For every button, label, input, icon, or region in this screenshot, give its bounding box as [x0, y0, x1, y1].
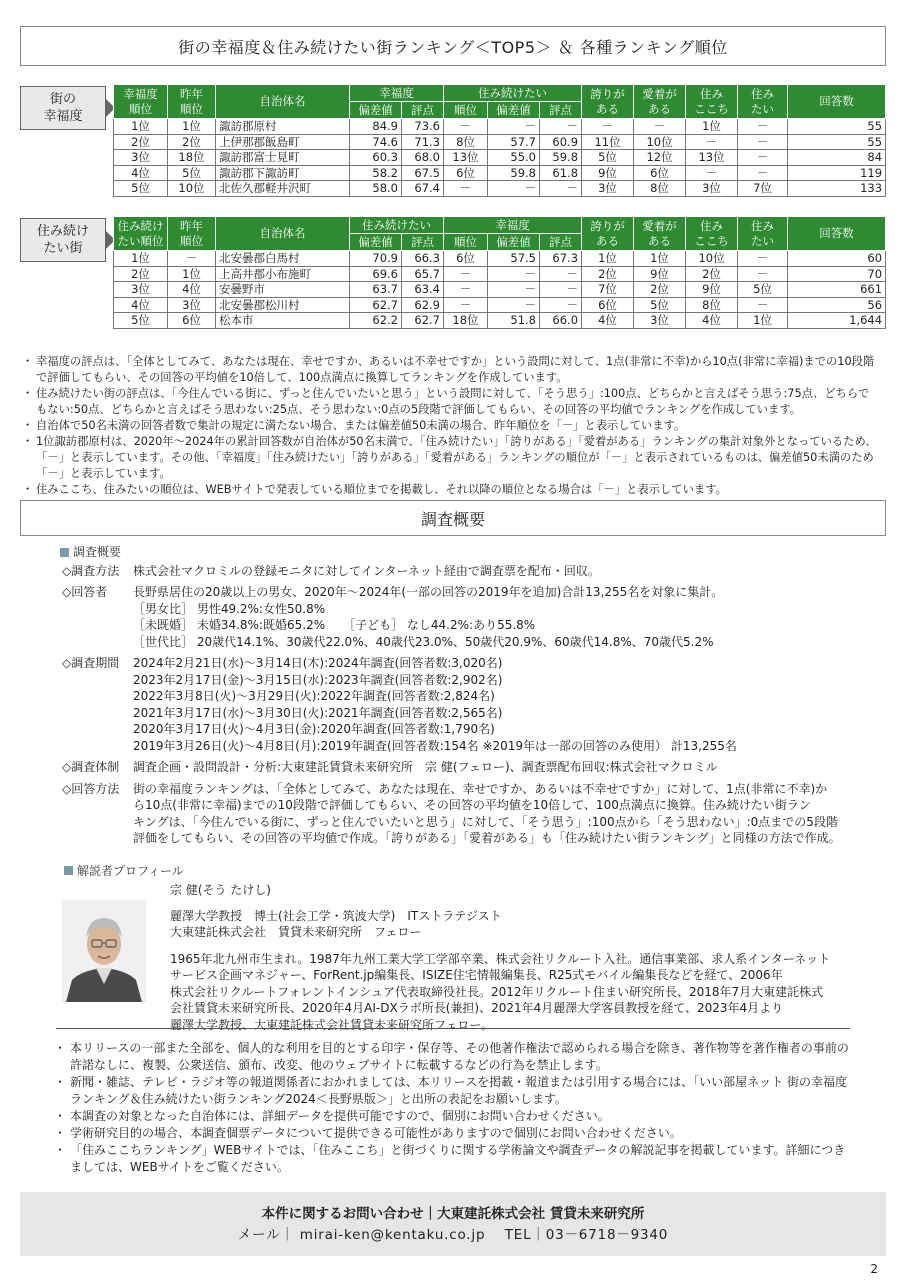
survey-answer-line: キングは、「今住んでいる街に、ずっと住んでいたいと思う」に対して、「そう思う」:100点から「そう思わない」:0点までの5段階 [133, 814, 838, 829]
profile-name: 宗 健(そう たけし) [170, 883, 271, 897]
table-cell: － [444, 266, 488, 282]
portrait-photo [62, 900, 146, 1002]
table-cell: 51.8 [488, 313, 540, 329]
table-cell: － [488, 297, 540, 313]
table-cell: 62.7 [350, 297, 402, 313]
table-cell: 6位 [444, 165, 488, 181]
table-row [114, 181, 886, 197]
table-cell: － [738, 119, 788, 135]
col-group-stay: 住み続けたい [444, 85, 582, 102]
table-cell: 18位 [444, 313, 488, 329]
survey-period-line: 2019年3月26日(火)～4月8日(月):2019年調査(回答者数:154名 ※2019年は一部の回答のみ使用） 計13,255名 [133, 738, 737, 753]
col-livability: 住み ここち [686, 85, 738, 119]
table-cell: － [488, 266, 540, 282]
table-cell: 66.3 [402, 251, 444, 267]
table-cell: 70.9 [350, 251, 402, 267]
table1-side-label: 街の 幸福度 [20, 86, 106, 130]
table-cell: 62.9 [402, 297, 444, 313]
page-title: 街の幸福度＆住み続けたい街ランキング＜TOP5＞ ＆ 各種ランキング順位 [20, 26, 886, 66]
table-cell: － [488, 119, 540, 135]
col-municipality: 自治体名 [216, 85, 350, 119]
table-cell: 6位 [582, 297, 634, 313]
table2-side-label: 住み続け たい街 [20, 218, 106, 262]
survey-period-line: 2024年2月21日(水)～3月14日(木):2024年調査(回答者数:3,020名) [133, 656, 503, 670]
stay-ranking-table [113, 216, 886, 329]
table-cell: － [488, 282, 540, 298]
table-cell: 1位 [168, 119, 216, 135]
profile-title: 麗澤大学教授 博士(社会工学・筑波大学) ITストラテジスト [170, 908, 502, 923]
col-pride: 誇りが ある [582, 217, 634, 251]
table-cell: － [738, 297, 788, 313]
table-cell: 57.5 [488, 251, 540, 267]
table-cell: 63.7 [350, 282, 402, 298]
table-cell: － [444, 297, 488, 313]
table-cell: 55 [788, 119, 886, 135]
survey-period-key: ◇調査期間 [62, 656, 120, 670]
table-cell: － [168, 251, 216, 267]
table-cell: 119 [788, 165, 886, 181]
profile-bio-line: 会社賃貸未来研究所長、2020年4月AI-DXラボ所長(兼担)、2021年4月麗澤大学客員教授を経て、2023年4月より [170, 1001, 784, 1015]
table-cell: 7位 [582, 282, 634, 298]
survey-answer-key: ◇回答方法 [62, 781, 120, 796]
col-deviation: 偏差値 [350, 102, 402, 119]
table-cell: 57.7 [488, 134, 540, 150]
table-cell: 61.8 [540, 165, 582, 181]
table-cell: 69.6 [350, 266, 402, 282]
table-cell: 55.0 [488, 150, 540, 166]
page-number: 2 [870, 1262, 878, 1276]
survey-period-line: 2020年3月17日(火)～4月3日(金):2020年調査(回答者数:1,790名) [133, 722, 495, 736]
table-cell: 4位 [168, 282, 216, 298]
table-cell: 4位 [582, 313, 634, 329]
survey-method-value: 株式会社マクロミルの登録モニタに対してインターネット経由で調査票を配布・回収。 [133, 563, 600, 578]
municipality-cell: 北安曇郡松川村 [216, 297, 350, 313]
survey-respondents-line: ［世代比］ 20歳代14.1%、30歳代22.0%、40歳代23.0%、50歳代20.9%、60歳代14.8%、70歳代5.2% [133, 634, 714, 649]
table-row [114, 134, 886, 150]
table-cell: 5位 [634, 297, 686, 313]
survey-method-row [62, 563, 882, 580]
profile-bio [170, 951, 880, 1034]
survey-head-text: 調査概要 [73, 545, 122, 559]
table-cell: 1位 [114, 119, 168, 135]
table-cell: 6位 [634, 165, 686, 181]
col-livability: 住み ここち [686, 217, 738, 251]
survey-period-row [62, 655, 882, 754]
municipality-cell: 諏訪郡下諏訪町 [216, 165, 350, 181]
table-cell: 8位 [686, 297, 738, 313]
municipality-cell: 北佐久郡軽井沢町 [216, 181, 350, 197]
table-cell: 4位 [114, 297, 168, 313]
municipality-cell: 諏訪郡原村 [216, 119, 350, 135]
survey-method-key: ◇調査方法 [62, 563, 120, 578]
table-row [114, 266, 886, 282]
table-cell: 1位 [738, 313, 788, 329]
table-cell: 55 [788, 134, 886, 150]
table-cell: 3位 [114, 282, 168, 298]
table-cell: 3位 [634, 313, 686, 329]
happiness-ranking-table [113, 84, 886, 197]
table-cell: － [488, 181, 540, 197]
release-note-item: ・ 新聞・雑誌、テレビ・ラジオ等の報道関係者におかれましては、本リリースを掲載・報道または引用する場合には、「いい部屋ネット 街の幸福度ランキング＆住み続けたい街ランキング2024＜長野県版＞」と出所の表記をお願いします。 [56, 1074, 856, 1108]
table-cell: 2位 [634, 282, 686, 298]
col-deviation: 偏差値 [488, 102, 540, 119]
col-rank-sub: 順位 [444, 234, 488, 251]
col-score: 評点 [402, 234, 444, 251]
table-cell: 13位 [444, 150, 488, 166]
municipality-cell: 上伊那郡飯島町 [216, 134, 350, 150]
municipality-cell: 上高井郡小布施町 [216, 266, 350, 282]
survey-respondents-key: ◇回答者 [62, 585, 108, 599]
table-cell: 4位 [114, 165, 168, 181]
note-item: ・ 住みここち、住みたいの順位は、WEBサイトで発表している順位までを掲載し、それ以降の順位となる場合は「－」と表示しています。 [24, 482, 880, 498]
table-cell: 62.7 [402, 313, 444, 329]
table-cell: 67.5 [402, 165, 444, 181]
table-cell: － [540, 297, 582, 313]
profile-bio-line: サービス企画マネジャー、ForRent.jp編集長、ISIZE住宅情報編集長、R25式モバイル編集長などを経て、2006年 [170, 968, 783, 982]
table-cell: － [540, 181, 582, 197]
survey-period-line: 2023年2月17日(金)～3月15日(水):2023年調査(回答者数:2,902名) [133, 672, 503, 687]
table-cell: 59.8 [488, 165, 540, 181]
table-cell: 13位 [686, 150, 738, 166]
table-cell: 73.6 [402, 119, 444, 135]
municipality-cell: 松本市 [216, 313, 350, 329]
table-cell: 5位 [168, 165, 216, 181]
table-cell: 2位 [582, 266, 634, 282]
survey-org-key: ◇調査体制 [62, 760, 120, 774]
survey-head [60, 544, 882, 561]
table-cell: 67.3 [540, 251, 582, 267]
col-score: 評点 [402, 102, 444, 119]
table-cell: 12位 [634, 150, 686, 166]
survey-section-title: 調査概要 [20, 500, 886, 536]
table-row [114, 313, 886, 329]
table-cell: 133 [788, 181, 886, 197]
table-cell: － [738, 165, 788, 181]
table-cell: 60 [788, 251, 886, 267]
table-row [114, 297, 886, 313]
table-cell: 63.4 [402, 282, 444, 298]
table-cell: 58.2 [350, 165, 402, 181]
profile-title: 大東建託株式会社 賃貸未来研究所 フェロー [170, 925, 422, 939]
table-cell: 10位 [634, 134, 686, 150]
municipality-cell: 諏訪郡富士見町 [216, 150, 350, 166]
table-cell: 10位 [686, 251, 738, 267]
survey-respondents-line: ［男女比］ 男性49.2%:女性50.8% [133, 601, 326, 616]
contact-box [20, 1192, 886, 1256]
survey-org-row [62, 759, 882, 776]
municipality-cell: 安曇野市 [216, 282, 350, 298]
col-respondents: 回答数 [788, 217, 886, 251]
survey-overview [62, 544, 882, 847]
table-cell: 68.0 [402, 150, 444, 166]
table-cell: － [686, 134, 738, 150]
table-cell: － [738, 266, 788, 282]
table-cell: 5位 [114, 181, 168, 197]
table-row [114, 282, 886, 298]
survey-answer-line: ら10点(非常に幸福)までの10段階で評価してもらい、その回答の平均値を10倍して、100点満点に換算。住み続けたい街ラン [133, 798, 811, 812]
col-group-stay: 住み続けたい [350, 217, 444, 234]
table-cell: 11位 [582, 134, 634, 150]
table-cell: 2位 [114, 134, 168, 150]
col-attachment: 愛着が ある [634, 85, 686, 119]
table-cell: 7位 [738, 181, 788, 197]
table-notes [24, 354, 880, 498]
table-cell: － [540, 266, 582, 282]
col-prev-rank: 昨年 順位 [168, 217, 216, 251]
col-deviation: 偏差値 [488, 234, 540, 251]
profile-head-text: 解説者プロフィール [77, 864, 184, 878]
note-item: ・ 自治体で50名未満の回答者数で集計の規定に満たない場合、または偏差値50未満の場合、昨年順位を「－」と表示しています。 [24, 418, 880, 434]
col-group-happiness: 幸福度 [350, 85, 444, 102]
table-cell: － [634, 119, 686, 135]
release-note-item: ・ 本調査の対象となった自治体には、詳細データを提供可能ですので、個別にお問い合わせください。 [56, 1108, 856, 1125]
col-attachment: 愛着が ある [634, 217, 686, 251]
table-cell: 2位 [114, 266, 168, 282]
survey-answer-line: 街の幸福度ランキングは、「全体としてみて、あなたは現在、幸せですか、あるいは不幸せですか」に対して、1点(非常に不幸)か [133, 781, 828, 796]
contact-details: メール｜ mirai-ken@kentaku.co.jp TEL｜03－6718－9340 [237, 1227, 669, 1243]
table-cell: 3位 [686, 181, 738, 197]
table-cell: 2位 [686, 266, 738, 282]
contact-title: 本件に関するお問い合わせ｜大東建託株式会社 賃貸未来研究所 [261, 1206, 645, 1222]
survey-answer-line: 評価をしてもらい、その回答の平均値で作成。「誇りがある」「愛着がある」も「住み続けたい街ランキング」と同様の方法で作成。 [133, 831, 841, 845]
table-cell: 6位 [168, 313, 216, 329]
table-cell: 60.9 [540, 134, 582, 150]
col-rank: 住み続け たい順位 [114, 217, 168, 251]
table-cell: 66.0 [540, 313, 582, 329]
table-cell: 5位 [738, 282, 788, 298]
table-cell: 3位 [168, 297, 216, 313]
table-cell: 1位 [168, 266, 216, 282]
table-cell: 67.4 [402, 181, 444, 197]
survey-answer-row [62, 781, 882, 847]
survey-respondents-row [62, 584, 882, 650]
survey-respondents-line: 長野県居住の20歳以上の男女、2020年～2024年(一部の回答の2019年を追加)合計13,255名を対象に集計。 [133, 585, 724, 599]
col-rank-sub: 順位 [444, 102, 488, 119]
col-score: 評点 [540, 234, 582, 251]
table-cell: － [540, 282, 582, 298]
table-cell: 1位 [634, 251, 686, 267]
col-rank: 幸福度 順位 [114, 85, 168, 119]
col-deviation: 偏差値 [350, 234, 402, 251]
divider [56, 1028, 850, 1029]
table-cell: 9位 [634, 266, 686, 282]
table-cell: 1位 [114, 251, 168, 267]
table-cell: 1位 [582, 251, 634, 267]
note-item: ・ 1位諏訪郡原村は、2020年～2024年の累計回答数が自治体が50名未満で、「住み続けたい」「誇りがある」「愛着がある」ランキングの集計対象外となっているため、「－」と表示しています。その他、「幸福度」「住み続けたい」「誇りがある」「愛着がある」ランキングの順位が「－」と表示されているものは、偏差値50未満のため「－」と表示しています。 [24, 434, 880, 482]
col-score: 評点 [540, 102, 582, 119]
table-cell: 10位 [168, 181, 216, 197]
profile-head [64, 862, 184, 879]
note-item: ・ 住み続けたい街の評点は、「今住んでいる街に、ずっと住んでいたいと思う」という設問に対して、「そう思う」:100点、どちらかと言えばそう思う:75点、どちらでもない:50点、どちらかと言えばそう思わない:25点、そう思わない:0点の5段階で評価してもらい、その回答の平均値でランキングを作成しています。 [24, 386, 880, 418]
col-group-happiness: 幸福度 [444, 217, 582, 234]
table-cell: 84 [788, 150, 886, 166]
col-want-to-live: 住み たい [738, 217, 788, 251]
table-row [114, 251, 886, 267]
table-row [114, 165, 886, 181]
table-cell: 74.6 [350, 134, 402, 150]
table-row [114, 150, 886, 166]
release-note-item: ・ 本リリースの一部また全部を、個人的な利用を目的とする印字・保存等、その他著作権法で認められる場合を除き、著作物等を著作権者の事前の許諾なしに、複製、公衆送信、頒布、改変、他のウェブサイトに転載するなどの行為を禁止します。 [56, 1040, 856, 1074]
table-cell: 70 [788, 266, 886, 282]
square-bullet-icon [64, 866, 73, 875]
note-item: ・ 幸福度の評点は、「全体としてみて、あなたは現在、幸せですか、あるいは不幸せですか」という設問に対して、1点(非常に不幸)から10点(非常に幸福)までの10段階で評価してもらい、その回答の平均値を10倍して、100点満点に換算してランキングを作成しています。 [24, 354, 880, 386]
release-note-item: ・ 「住みここちランキング」WEBサイトでは、「住みここち」と街づくりに関する学術論文や調査データの解説記事を掲載しています。詳細につきましては、WEBサイトをご覧ください。 [56, 1142, 856, 1176]
col-prev-rank: 昨年 順位 [168, 85, 216, 119]
table-cell: － [444, 181, 488, 197]
survey-period-line: 2021年3月17日(水)～3月30日(火):2021年調査(回答者数:2,565名) [133, 705, 503, 720]
table-cell: 9位 [686, 282, 738, 298]
table-cell: 5位 [114, 313, 168, 329]
release-note-item: ・ 学術研究目的の場合、本調査個票データについて提供できる可能性がありますので個別にお問い合わせください。 [56, 1125, 856, 1142]
table-cell: － [540, 119, 582, 135]
table-cell: 6位 [444, 251, 488, 267]
table-cell: 84.9 [350, 119, 402, 135]
table-cell: 60.3 [350, 150, 402, 166]
table-cell: － [738, 134, 788, 150]
table-cell: 8位 [444, 134, 488, 150]
table-cell: － [444, 282, 488, 298]
table-cell: 3位 [582, 181, 634, 197]
avatar [62, 900, 146, 1002]
table-cell: 661 [788, 282, 886, 298]
table-cell: － [738, 251, 788, 267]
survey-org-value: 調査企画・設問設計・分析:大東建託賃貸未来研究所 宗 健(フェロー)、調査票配布回収:株式会社マクロミル [133, 760, 718, 774]
profile-bio-line: 株式会社リクルートフォレントインシュア代表取締役社長。2012年リクルート住まい研究所長、2018年7月大東建託株式 [170, 984, 824, 999]
table-cell: 1位 [686, 119, 738, 135]
table-cell: － [582, 119, 634, 135]
square-bullet-icon [60, 548, 69, 557]
table-cell: 4位 [686, 313, 738, 329]
col-municipality: 自治体名 [216, 217, 350, 251]
survey-respondents-line: ［未既婚］ 未婚34.8%:既婚65.2% ［子ども］ なし44.2%:あり55.8% [133, 618, 536, 632]
release-notes [56, 1040, 856, 1176]
table-cell: － [738, 150, 788, 166]
table-cell: － [444, 119, 488, 135]
table-cell: 1,644 [788, 313, 886, 329]
table-cell: 9位 [582, 165, 634, 181]
table-cell: 62.2 [350, 313, 402, 329]
table-row [114, 119, 886, 135]
table-cell: 8位 [634, 181, 686, 197]
col-respondents: 回答数 [788, 85, 886, 119]
table-cell: 71.3 [402, 134, 444, 150]
table-cell: 2位 [168, 134, 216, 150]
survey-period-line: 2022年3月8日(火)～3月29日(火):2022年調査(回答者数:2,824名) [133, 689, 495, 703]
table-cell: － [686, 165, 738, 181]
table-cell: 3位 [114, 150, 168, 166]
profile-bio-line: 麗澤大学教授、大東建託株式会社賃貸未来研究所フェロー。 [170, 1017, 493, 1032]
col-pride: 誇りが ある [582, 85, 634, 119]
table-cell: 56 [788, 297, 886, 313]
table-cell: 58.0 [350, 181, 402, 197]
profile-info [170, 882, 880, 1033]
table-cell: 18位 [168, 150, 216, 166]
col-want-to-live: 住み たい [738, 85, 788, 119]
table-cell: 5位 [582, 150, 634, 166]
table-cell: 59.8 [540, 150, 582, 166]
table-cell: 65.7 [402, 266, 444, 282]
municipality-cell: 北安曇郡白馬村 [216, 251, 350, 267]
profile-bio-line: 1965年北九州市生まれ。1987年九州工業大学工学部卒業、株式会社リクルート入社。通信事業部、求人系インターネット [170, 951, 831, 966]
